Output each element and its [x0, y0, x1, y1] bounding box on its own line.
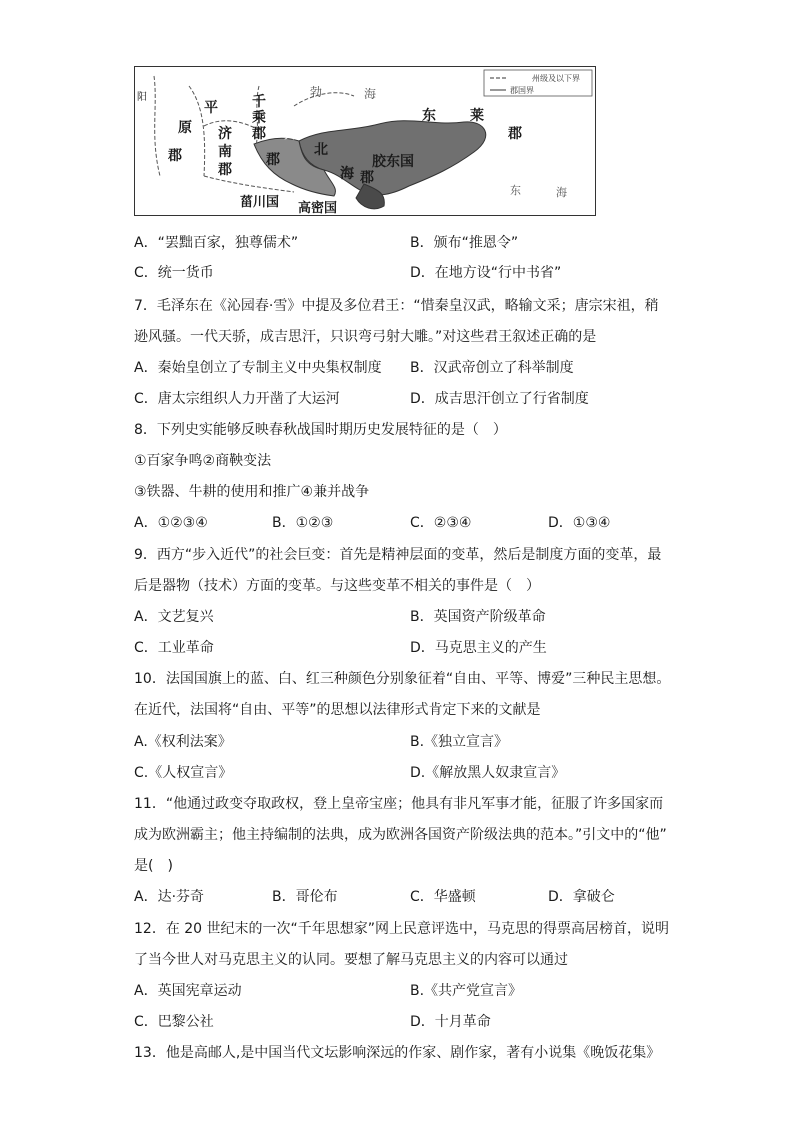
q8-stem-line3: ③铁器、牛耕的使用和推广④兼并战争: [134, 484, 370, 500]
q13-stem-line1: 13．他是高邮人,是中国当代文坛影响深远的作家、剧作家，著有小说集《晚饭花集》: [134, 1045, 661, 1061]
map-label-hai: 海: [340, 166, 354, 182]
q7-stem-line2: 逊风骚。一代天骄，成吉思汗，只识弯弓射大雕。”对这些君王叙述正确的是: [134, 329, 597, 345]
map-label-ji: 济: [218, 126, 232, 142]
q8-option-c: C．②③④: [410, 515, 472, 531]
q6-option-b: B．颁布“推恩令”: [410, 235, 519, 251]
q10-option-c: C.《人权宣言》: [134, 765, 233, 781]
map-label-bei: 北: [314, 142, 328, 158]
q11-option-d: D．拿破仑: [548, 889, 615, 905]
q7-option-c: C．唐太宗组织人力开凿了大运河: [134, 391, 340, 407]
q10-stem-line1: 10．法国国旗上的蓝、白、红三种颜色分别象征着“自由、平等、博爱”三种民主思想。: [134, 671, 671, 687]
map-label-gaomi: 高密国: [298, 201, 338, 216]
q8-stem-line2: ①百家争鸣②商鞅变法: [134, 453, 272, 469]
q10-stem-line2: 在近代，法国将“自由、平等”的思想以法律形式肯定下来的文献是: [134, 702, 541, 718]
q11-option-a: A．达·芬奇: [134, 889, 205, 905]
q8-option-a: A．①②③④: [134, 515, 208, 531]
map-label-jun-beihai: 郡: [360, 170, 374, 186]
q11-stem-line3: 是( ): [134, 858, 173, 874]
q9-option-a: A．文艺复兴: [134, 609, 214, 625]
map-label-qi: 齐: [284, 126, 298, 142]
q7-option-b: B．汉武帝创立了科举制度: [410, 360, 574, 376]
q10-option-b: B.《独立宣言》: [410, 734, 509, 750]
q12-stem-line1: 12．在 20 世纪末的一次“千年思想家”网上民意评选中，马克思的得票高居榜首，说明: [134, 921, 670, 937]
q9-option-d: D．马克思主义的产生: [410, 640, 547, 656]
q12-stem-line2: 了当今世人对马克思主义的认同。要想了解马克思主义的内容可以通过: [134, 952, 568, 968]
q11-stem-line1: 11．“他通过政变夺取政权，登上皇帝宝座；他具有非凡军事才能，征服了许多国家而: [134, 796, 664, 812]
q11-option-c: C．华盛顿: [410, 889, 476, 905]
q7-stem-line1: 7．毛泽东在《沁园春·雪》中提及多位君王：“惜秦皇汉武，略输文采；唐宗宋祖，稍: [134, 298, 659, 314]
map-label-jun-qi: 郡: [266, 152, 280, 168]
map-label-jun-jinan: 郡: [218, 162, 232, 178]
q12-option-d: D．十月革命: [410, 1014, 491, 1030]
map-label-jiaodong: 胶东国: [372, 154, 414, 170]
q9-option-b: B．英国资产阶级革命: [410, 609, 546, 625]
historical-map: [134, 66, 596, 216]
q6-option-a: A．“罢黜百家，独尊儒术”: [134, 235, 299, 251]
map-label-nan: 南: [218, 144, 232, 160]
map-label-sheng: 乘: [252, 110, 266, 126]
map-label-pi: 阳: [137, 92, 147, 103]
map-label-hai-top: 海: [364, 87, 377, 101]
q9-stem-line2: 后是器物（技术）方面的变革。与这些变革不相关的事件是（ ）: [134, 578, 540, 594]
q12-option-c: C．巴黎公社: [134, 1014, 214, 1030]
map-label-jun-qiansheng: 郡: [252, 126, 266, 142]
q10-option-d: D.《解放黑人奴隶宣言》: [410, 765, 566, 781]
q8-option-d: D．①③④: [548, 515, 611, 531]
legend-item-1: 州级及以下界: [532, 74, 580, 83]
map-label-zichuan: 菑川国: [240, 195, 280, 210]
q7-option-a: A．秦始皇创立了专制主义中央集权制度: [134, 360, 382, 376]
map-label-lai: 莱: [470, 108, 484, 124]
q12-option-b: B.《共产党宣言》: [410, 983, 523, 999]
map-label-dong: 东: [422, 108, 436, 124]
q9-option-c: C．工业革命: [134, 640, 214, 656]
map-label-yuan: 原: [178, 120, 192, 136]
map-label-hai2: 海: [556, 186, 567, 199]
q11-stem-line2: 成为欧洲霸主；他主持编制的法典，成为欧洲各国资产阶级法典的范本。”引文中的“他”: [134, 827, 667, 843]
map-label-jun-donglai: 郡: [508, 126, 522, 142]
map-label-bo: 勃: [310, 85, 323, 99]
legend-item-2: 郡国界: [510, 86, 534, 95]
q6-option-d: D．在地方设“行中书省”: [410, 265, 562, 281]
map-label-jun-left: 郡: [168, 148, 182, 164]
q11-option-b: B．哥伦布: [272, 889, 338, 905]
q8-option-b: B．①②③: [272, 515, 334, 531]
q12-option-a: A．英国宪章运动: [134, 983, 242, 999]
q10-option-a: A.《权利法案》: [134, 734, 232, 750]
q8-stem-line1: 8．下列史实能够反映春秋战国时期历史发展特征的是（ ）: [134, 422, 507, 438]
q9-stem-line1: 9．西方“步入近代”的社会巨变：首先是精神层面的变革，然后是制度方面的变革，最: [134, 547, 662, 563]
q6-option-c: C．统一货币: [134, 265, 214, 281]
q7-option-d: D．成吉思汗创立了行省制度: [410, 391, 589, 407]
map-label-dong2: 东: [510, 184, 521, 197]
map-label-ping: 平: [204, 100, 218, 116]
map-label-qian: 千: [252, 94, 266, 110]
